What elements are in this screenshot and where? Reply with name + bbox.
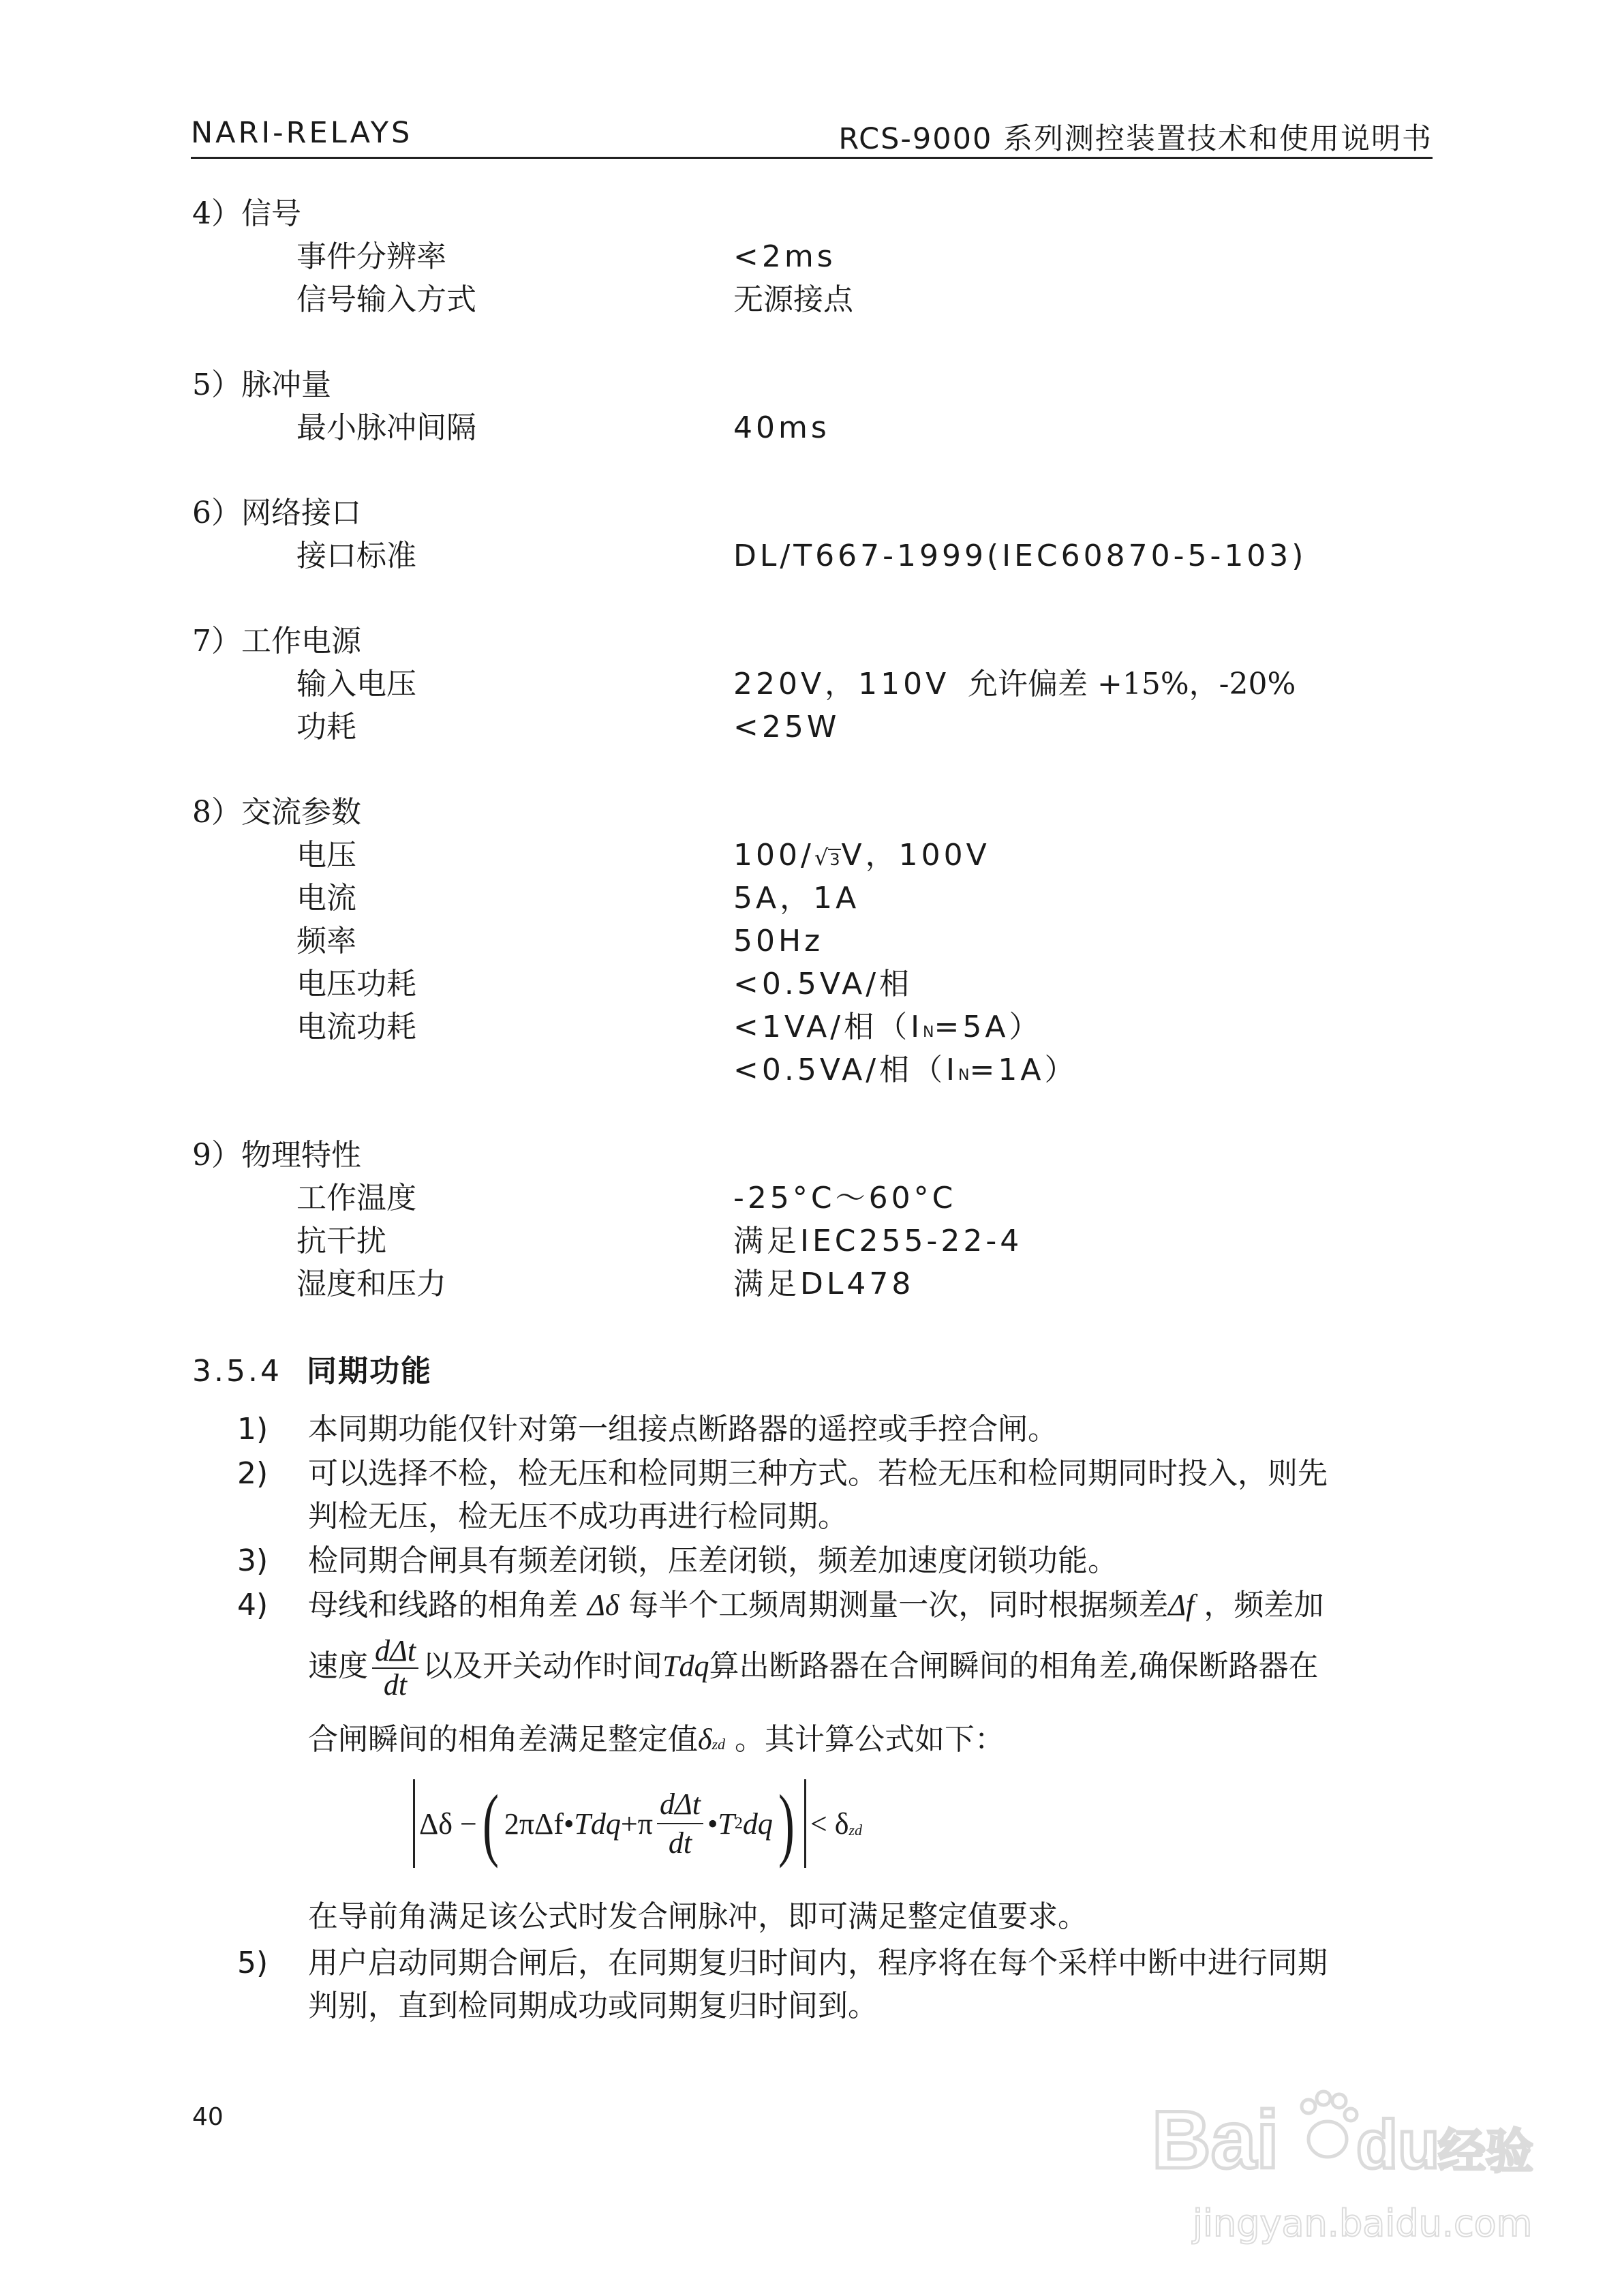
text-run: 以及开关动作时间	[423, 1648, 663, 1684]
formula-dot: •	[564, 1807, 575, 1841]
formula-lt: <	[810, 1807, 827, 1841]
spec-label: 接口标准	[296, 539, 416, 573]
sync-formula	[409, 1772, 862, 1875]
spec-value: 满足DL478	[733, 1267, 915, 1301]
list-text	[308, 1722, 1005, 1757]
math-fraction	[372, 1636, 418, 1700]
spec-value: <2ms	[733, 239, 836, 274]
spec-label: 功耗	[296, 710, 356, 744]
page-number: 40	[192, 2103, 224, 2131]
math-symbol: δ	[698, 1723, 712, 1756]
spec-label: 电压	[296, 838, 356, 873]
sqrt-symbol: √3	[814, 845, 840, 871]
spec-value	[733, 1055, 1077, 1085]
fraction-denominator: dt	[668, 1826, 692, 1860]
heading-number: 3.5.4	[192, 1354, 282, 1389]
spec-label: 电流	[296, 881, 356, 916]
spec-note: 允许偏差 +15%，-20%	[968, 667, 1296, 701]
spec-value: 5A，1A	[733, 881, 860, 916]
formula-plus: +	[620, 1807, 638, 1841]
list-number: 1)	[237, 1412, 269, 1447]
section-title: 5）脉冲量	[192, 367, 331, 402]
text-run: 。其计算公式如下：	[735, 1722, 1005, 1757]
spec-value	[733, 838, 990, 873]
formula-pi: π	[637, 1807, 653, 1841]
section-title: 6）网络接口	[192, 496, 361, 530]
paren-right: )	[778, 1778, 795, 1869]
formula-minus: −	[460, 1807, 477, 1841]
abs-bar-right	[804, 1779, 806, 1868]
formula-term: T	[718, 1807, 735, 1841]
list-text: 检同期合闸具有频差闭锁，压差闭锁，频差加速度闭锁功能。	[308, 1543, 1118, 1578]
value-text: 100/	[733, 838, 814, 873]
list-text: 判检无压，检无压不成功再进行检同期。	[308, 1499, 848, 1534]
subscript: zd	[711, 1736, 726, 1753]
spec-value: <25W	[733, 710, 840, 744]
spec-value: 40ms	[733, 410, 830, 445]
text-run: ，频差加	[1204, 1588, 1324, 1622]
text-run: 母线和线路的相角差	[308, 1588, 578, 1622]
sqrt-radicand: 3	[829, 850, 840, 869]
abs-bar-left	[413, 1779, 415, 1868]
math-symbol: Δf	[1168, 1588, 1195, 1622]
section-title: 9）物理特性	[192, 1138, 361, 1173]
text-run: 合闸瞬间的相角差满足整定值	[308, 1722, 698, 1757]
list-text: 在导前角满足该公式时发合闸脉冲，即可满足整定值要求。	[308, 1899, 1088, 1934]
fraction-numerator: dΔt	[372, 1636, 418, 1669]
value-text: =5A）	[934, 1010, 1043, 1044]
list-number: 2)	[237, 1456, 269, 1491]
fraction-denominator: dt	[383, 1668, 408, 1702]
list-text: 用户启动同期合闸后，在同期复归时间内，程序将在每个采样中断中进行同期	[308, 1946, 1328, 1980]
section-title: 7）工作电源	[192, 624, 361, 659]
spec-label: 工作温度	[296, 1181, 416, 1215]
formula-dot: •	[707, 1807, 718, 1841]
list-text: 可以选择不检，检无压和检同期三种方式。若检无压和检同期同时投入，则先	[308, 1456, 1328, 1491]
spec-value: DL/T667-1999(IEC60870-5-103)	[733, 539, 1307, 573]
formula-rhs: δ	[834, 1807, 849, 1841]
spec-label: 电流功耗	[296, 1010, 416, 1044]
spec-value: 无源接点	[733, 282, 853, 317]
spec-label: 最小脉冲间隔	[296, 410, 476, 445]
list-number: 4)	[237, 1588, 269, 1622]
list-text	[308, 1636, 1319, 1700]
fraction-numerator: dΔt	[657, 1787, 703, 1824]
math-fraction	[657, 1787, 703, 1860]
watermark-url: jingyan.baidu.com	[1193, 2202, 1533, 2245]
spec-label: 抗干扰	[296, 1224, 386, 1258]
value-text: =1A）	[969, 1053, 1078, 1087]
spec-label: 信号输入方式	[296, 282, 476, 317]
value-text: V，100V	[841, 838, 990, 873]
value-text: <1VA/相（I	[733, 1010, 923, 1044]
header-left: NARI-RELAYS	[191, 116, 413, 150]
subscript: N	[958, 1067, 970, 1084]
watermark-brand: Bai	[1152, 2094, 1279, 2186]
formula-term: dq	[742, 1807, 773, 1841]
superscript: 2	[734, 1814, 743, 1832]
section-heading	[192, 1354, 432, 1389]
spec-label: 频率	[296, 924, 356, 958]
list-number: 5)	[237, 1946, 269, 1980]
math-symbol: Tdq	[662, 1649, 709, 1683]
list-number: 3)	[237, 1543, 269, 1578]
subscript: zd	[848, 1822, 862, 1839]
spec-value: 50Hz	[733, 924, 824, 958]
spec-value: 220V，110V	[733, 667, 950, 701]
section-title: 4）信号	[192, 196, 301, 231]
paren-left: (	[482, 1778, 499, 1869]
watermark-cn: 经验	[1438, 2124, 1533, 2179]
spec-value: 满足IEC255-22-4	[733, 1224, 1023, 1258]
spec-value: <0.5VA/相	[733, 967, 913, 1001]
spec-value: -25°C～60°C	[733, 1181, 957, 1215]
text-run: 速度	[308, 1648, 368, 1684]
text-run: 算出断路器在合闸瞬间的相角差,确保断路器在	[709, 1648, 1319, 1684]
list-text: 本同期功能仅针对第一组接点断路器的遥控或手控合闸。	[308, 1412, 1058, 1447]
header-rule	[191, 157, 1433, 159]
formula-delta: Δδ	[419, 1807, 453, 1841]
formula-term: 2πΔf	[504, 1807, 564, 1841]
list-text	[308, 1590, 1323, 1620]
spec-label: 湿度和压力	[296, 1267, 446, 1301]
formula-term: Tdq	[574, 1807, 621, 1841]
text-run: 每半个工频周期测量一次，同时根据频差	[628, 1588, 1169, 1622]
baidu-watermark	[1152, 2066, 1533, 2270]
spec-label: 电压功耗	[296, 967, 416, 1001]
spec-label: 事件分辨率	[296, 239, 446, 274]
spec-value	[733, 1012, 1042, 1042]
math-symbol: Δδ	[587, 1588, 619, 1622]
paw-icon	[1302, 2091, 1357, 2157]
value-text: <0.5VA/相（I	[733, 1053, 959, 1087]
section-title: 8）交流参数	[192, 795, 361, 830]
subscript: N	[923, 1024, 934, 1041]
header-right: RCS-9000 系列测控装置技术和使用说明书	[838, 122, 1433, 156]
spec-label: 输入电压	[296, 667, 416, 701]
watermark-brand-2: du	[1356, 2106, 1440, 2183]
heading-title: 同期功能	[306, 1354, 432, 1389]
list-text: 判别，直到检同期成功或同期复归时间到。	[308, 1989, 878, 2023]
